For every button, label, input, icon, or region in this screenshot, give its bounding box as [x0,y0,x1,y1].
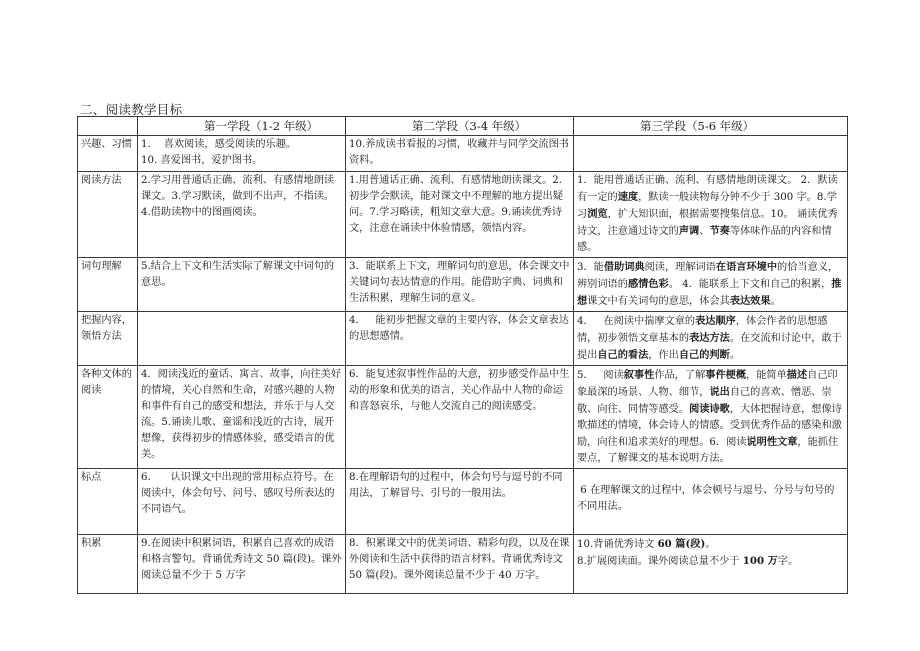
cell-text-run: 自己印象最深的场景、人物、细节， [577,370,838,398]
cell-text-run: 作品，了解 [654,370,706,381]
emphasis-text: 60 篇(段) [657,538,706,550]
stage-2-cell: 6．能复述叙事性作品的大意，初步感受作品中生动的形象和优美的语言，关心作品中人物的命运和喜怒哀乐，与他人交流自己的阅读感受。 [346,366,574,469]
cell-text-run: 1．能用普通话正确、流利、有感情地朗读课文。 2．默读有一定的 [577,175,838,203]
emphasis-text: 节奏 [709,225,730,237]
cell-text-run: 。 4．能联系上下文和自己的积累， [668,279,832,290]
table-header-row [78,117,848,136]
cell-text-run: 的恰当意义，辨别词语的 [577,262,839,290]
stage-3-cell [574,172,848,258]
emphasis-text: 推想 [577,278,842,307]
row-label: 阅读方法 [78,172,138,258]
cell-text-run: 5． 阅读 [577,370,624,381]
cell-text-run: ，能抓住要点，了解课文的基本说明方法。 [577,437,839,464]
emphasis-text: 自己的判断 [678,349,730,361]
cell-text-run: ，大体把握诗意，想像诗歌描述的情境，体会诗人的情感。受到优秀作品的感染和激励，向往和追求美好的理想。6．阅读 [577,404,842,448]
cell-text-run: 10.背诵优秀诗文 [577,539,658,550]
row-label: 词句理解 [78,258,138,312]
cell-text-run: ，扩大知识面，根据需要搜集信息。10。 诵读优秀诗文，注意通过诗文的 [577,209,838,237]
table-row [78,535,848,594]
stage-3-cell [574,535,848,594]
emphasis-text: 借助词典 [603,261,645,273]
stage-1-cell [138,312,346,366]
cell-text-run: ，默读一般读物每分钟不少于 300 字。8.学习 [577,192,837,220]
cell-text-run: 。 [729,350,740,361]
row-label: 把握内容，领悟方法 [78,312,138,366]
cell-text-run: 自己的喜欢、憎恶、崇敬、向往、同情等感受。 [577,387,832,415]
emphasis-text: 说出 [709,386,730,398]
stage-1-cell: 5.结合上下文和生活实际了解课文中词句的意思。 [138,258,346,312]
stage-1-cell: 9.在阅读中积累词语，积累自己喜欢的成语和格言警句。背诵优秀诗文 50 篇(段)。课外阅读总量不少于 5 万字 [138,535,346,594]
stage-3-cell: 6 在理解课文的过程中，体会顿号与逗号、分号与句号的不同用法。 [574,469,848,535]
stage-2-cell: 8．积累课文中的优美词语、精彩句段，以及在课外阅读和生活中获得的语言材料。背诵优秀诗文50 篇(段)。课外阅读总量不少于 40 万字。 [346,535,574,594]
stage-1-cell: 4．阅读浅近的童话、寓言、故事，向往美好的情境，关心自然和生命，对感兴趣的人物和事件有自己的感受和想法，并乐于与人交流。5.诵读儿歌、童谣和浅近的古诗，展开想像，获得初步的情感体验，感受语言的优美。 [138,366,346,469]
stage-2-cell: 1.用普通话正确、流利、有感情地朗读课文。2.初步学会默读，能对课文中不理解的地方提出疑问。7.学习略读，粗知文章大意。9.诵读优秀诗文，注意在诵读中体验情感，领悟内容。 [346,172,574,258]
stage-1-cell: 6． 认识课文中出现的常用标点符号。在阅读中，体会句号、问号、感叹号所表达的不同语气。 [138,469,346,535]
cell-text-run: 。 [770,296,781,307]
cell-text-run: 字。 [777,556,799,567]
row-label: 兴趣、习惯 [78,136,138,172]
table-row [78,172,848,258]
header-stage-2: 第二学段（3-4 年级） [346,117,574,136]
cell-text-run: 、 [699,226,710,237]
emphasis-text: 浏览 [587,208,608,220]
table-row [78,469,848,535]
section-title: 二、阅读教学目标 [80,102,183,117]
cell-text-run: 。 8.扩展阅读面。课外阅读总量不少于 [577,539,740,567]
cell-text-run: ，能简单 [746,370,787,381]
stage-3-cell [574,366,848,469]
emphasis-text: 表达效果 [729,295,771,307]
emphasis-text: 100 万 [742,555,778,567]
row-label: 标点 [78,469,138,535]
table-row [78,366,848,469]
row-label: 各种文体的阅读 [78,366,138,469]
reading-goals-table [77,116,848,594]
emphasis-text: 在语言环境中 [715,261,778,273]
stage-3-cell [574,136,848,172]
emphasis-text: 自己的看法 [597,349,649,361]
cell-text-run: ，体会作者的思想感情，初步领悟文章基本的 [577,316,828,344]
table-row [78,136,848,172]
header-stage-3: 第三学段（5-6 年级） [574,117,848,136]
cell-text-run: 阅读，理解词语 [644,262,716,273]
stage-3-cell [574,258,848,312]
cell-text-run: 等体味作品的内容和情感。 [577,226,832,253]
stage-1-cell: 2.学习用普通话正确、流利、有感情地朗读课文。3.学习默读，做到不出声，不指读。4.借助读物中的图画阅读。 [138,172,346,258]
cell-text-run: 4． 在阅读中揣摩文章的 [577,316,696,327]
table-row [78,312,848,366]
emphasis-text: 表达顺序 [695,315,736,327]
stage-2-cell: 3．能联系上下文，理解词句的意思，体会课文中关键词句表达情意的作用。能借助字典、词典和生活积累，理解生词的意义。 [346,258,574,312]
stage-3-cell [574,312,848,366]
stage-1-cell: 1. 喜欢阅读，感受阅读的乐趣。 10. 喜爱图书，爱护图书。 [138,136,346,172]
header-corner [78,117,138,136]
emphasis-text: 事件梗概 [705,369,747,381]
emphasis-text: 表达方法 [689,332,730,344]
cell-text-run: 课文中有关词句的意思，体会其 [587,296,730,307]
table-row [78,258,848,312]
stage-2-cell: 8.在理解语句的过程中，体会句号与逗号的不同用法，了解冒号、引号的一般用法。 [346,469,574,535]
row-label: 积累 [78,535,138,594]
emphasis-text: 叙事性 [623,369,655,381]
stage-2-cell: 10.养成读书看报的习惯，收藏并与同学交流图书资料。 [346,136,574,172]
emphasis-text: 阅读诗歌 [689,403,730,415]
emphasis-text: 速度 [617,191,639,203]
emphasis-text: 描述 [786,369,808,381]
emphasis-text: 声调 [678,225,700,237]
cell-text-run: 3．能 [577,262,604,273]
emphasis-text: 感情色彩 [627,278,669,290]
emphasis-text: 说明性文章 [746,436,798,448]
stage-2-cell: 4． 能初步把握文章的主要内容，体会文章表达的思想感情。 [346,312,574,366]
cell-text-run: 。在交流和讨论中，敢于提出 [577,333,842,361]
header-stage-1: 第一学段（1-2 年级） [138,117,346,136]
cell-text-run: ，作出 [648,350,679,361]
